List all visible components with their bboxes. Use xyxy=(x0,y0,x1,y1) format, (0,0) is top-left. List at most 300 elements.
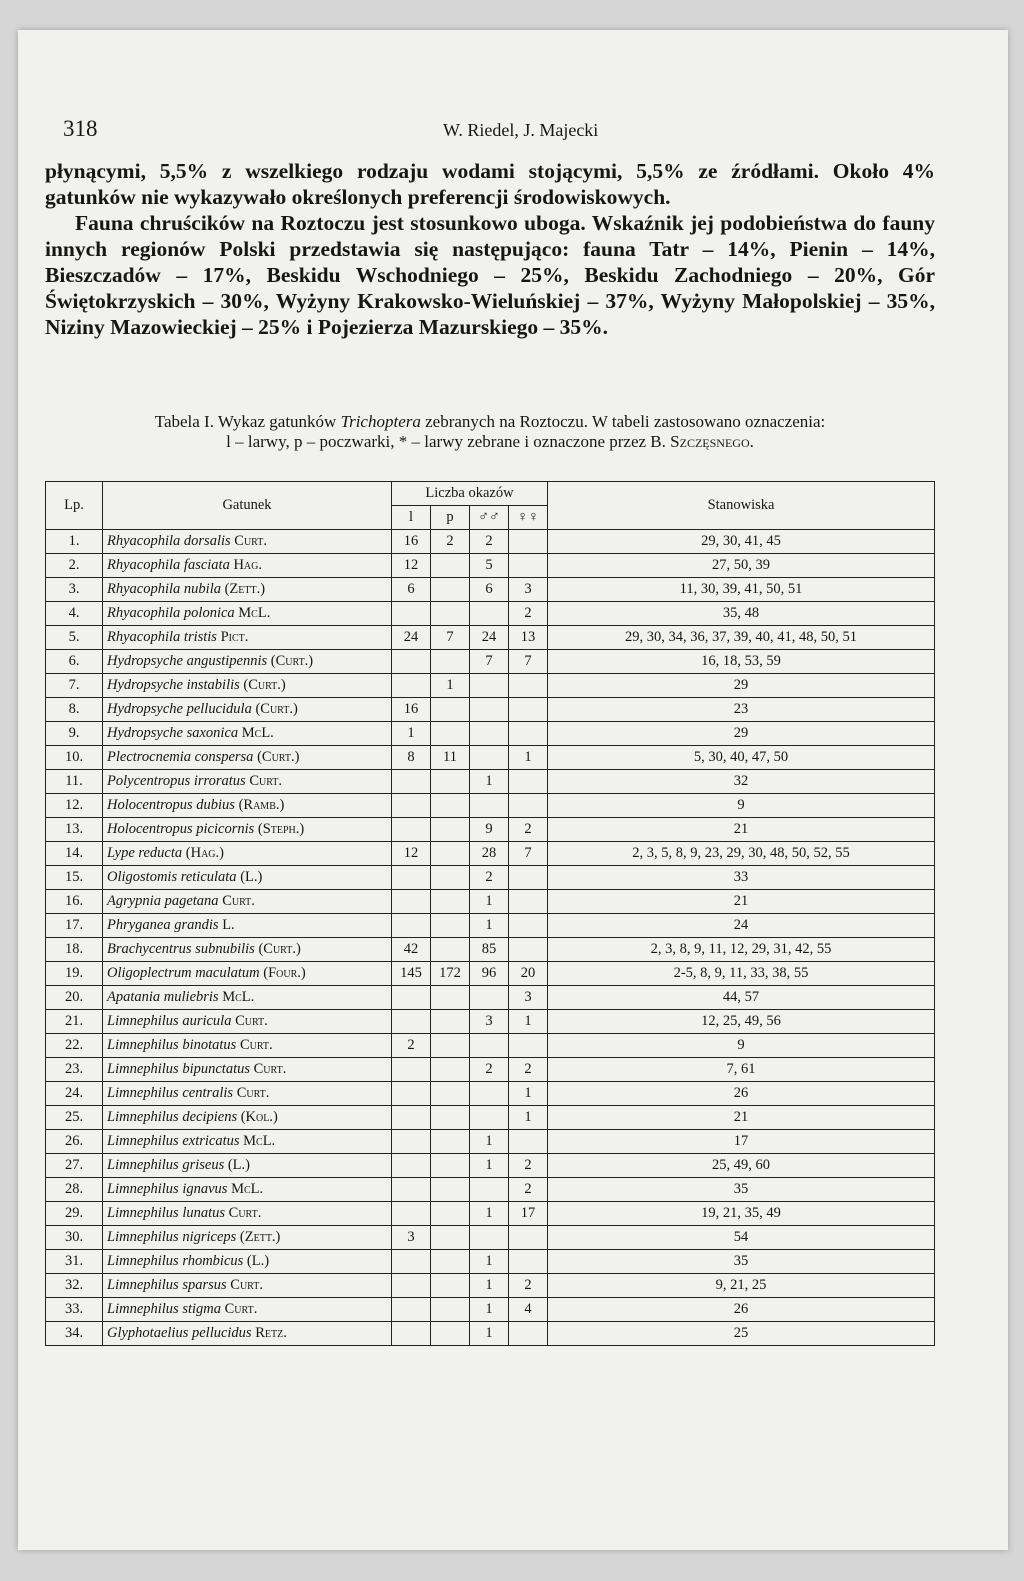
count-females: 2 xyxy=(509,818,548,842)
count-males xyxy=(470,1034,509,1058)
header-larvae: l xyxy=(392,506,431,530)
count-males: 2 xyxy=(470,530,509,554)
count-pupae xyxy=(431,1274,470,1298)
count-males: 1 xyxy=(470,1274,509,1298)
count-pupae xyxy=(431,1082,470,1106)
sites-cell: 44, 57 xyxy=(548,986,935,1010)
count-females: 1 xyxy=(509,746,548,770)
species-name: Rhyacophila dorsalis xyxy=(107,533,231,549)
table-header xyxy=(46,482,935,530)
sites-cell: 29 xyxy=(548,722,935,746)
header-males: ♂♂ xyxy=(470,506,509,530)
count-pupae xyxy=(431,578,470,602)
count-females xyxy=(509,914,548,938)
row-number: 3. xyxy=(46,578,103,602)
count-females: 17 xyxy=(509,1202,548,1226)
sites-cell: 24 xyxy=(548,914,935,938)
table-row xyxy=(46,866,935,890)
count-larvae: 16 xyxy=(392,698,431,722)
species-cell xyxy=(103,1154,392,1178)
row-number: 34. xyxy=(46,1322,103,1346)
count-females xyxy=(509,530,548,554)
header-lp: Lp. xyxy=(46,482,103,530)
table-row xyxy=(46,1010,935,1034)
count-females: 7 xyxy=(509,842,548,866)
species-cell xyxy=(103,914,392,938)
count-larvae: 1 xyxy=(392,722,431,746)
count-larvae xyxy=(392,1178,431,1202)
table-row xyxy=(46,674,935,698)
count-larvae xyxy=(392,890,431,914)
species-author: (Curt.) xyxy=(270,653,314,669)
row-number: 6. xyxy=(46,650,103,674)
table-row xyxy=(46,1106,935,1130)
row-number: 15. xyxy=(46,866,103,890)
count-females: 2 xyxy=(509,602,548,626)
species-cell xyxy=(103,890,392,914)
species-author: (L.) xyxy=(227,1157,250,1173)
species-author: Retz. xyxy=(255,1325,287,1341)
count-larvae xyxy=(392,1130,431,1154)
count-males: 5 xyxy=(470,554,509,578)
caption-text: Tabela I. Wykaz gatunków xyxy=(154,412,341,431)
row-number: 31. xyxy=(46,1250,103,1274)
table-row xyxy=(46,1082,935,1106)
row-number: 17. xyxy=(46,914,103,938)
count-females xyxy=(509,938,548,962)
species-cell xyxy=(103,674,392,698)
species-cell xyxy=(103,1034,392,1058)
count-males: 2 xyxy=(470,1058,509,1082)
sites-cell: 26 xyxy=(548,1298,935,1322)
species-name: Rhyacophila polonica xyxy=(107,605,235,621)
species-author: Curt. xyxy=(224,1301,258,1317)
count-males xyxy=(470,986,509,1010)
table-row xyxy=(46,1298,935,1322)
species-author: McL. xyxy=(241,725,274,741)
count-larvae xyxy=(392,650,431,674)
row-number: 1. xyxy=(46,530,103,554)
table-row xyxy=(46,962,935,986)
sites-cell: 7, 61 xyxy=(548,1058,935,1082)
species-author: (Four.) xyxy=(263,965,306,981)
count-females: 2 xyxy=(509,1178,548,1202)
count-males: 2 xyxy=(470,866,509,890)
count-females: 2 xyxy=(509,1058,548,1082)
species-name: Limnephilus stigma xyxy=(107,1301,221,1317)
row-number: 33. xyxy=(46,1298,103,1322)
species-cell xyxy=(103,1082,392,1106)
caption-author: Szczęsnego xyxy=(670,432,750,451)
species-name: Rhyacophila fasciata xyxy=(107,557,230,573)
species-author: Curt. xyxy=(234,533,267,549)
row-number: 8. xyxy=(46,698,103,722)
row-number: 26. xyxy=(46,1130,103,1154)
row-number: 5. xyxy=(46,626,103,650)
species-cell xyxy=(103,650,392,674)
count-pupae xyxy=(431,770,470,794)
species-author: (Curt.) xyxy=(257,749,300,765)
table-row xyxy=(46,650,935,674)
table-row xyxy=(46,1058,935,1082)
count-larvae: 42 xyxy=(392,938,431,962)
count-pupae xyxy=(431,890,470,914)
sites-cell: 29, 30, 41, 45 xyxy=(548,530,935,554)
body-paragraph: płynącymi, 5,5% z wszelkiego rodzaju wodami stojącymi, 5,5% ze źródłami. Około 4% gatunków nie wykazywało określonych preferencji środowiskowych. xyxy=(45,159,935,209)
count-females xyxy=(509,722,548,746)
sites-cell: 9 xyxy=(548,794,935,818)
count-larvae: 3 xyxy=(392,1226,431,1250)
row-number: 21. xyxy=(46,1010,103,1034)
count-pupae: 172 xyxy=(431,962,470,986)
species-name: Limnephilus bipunctatus xyxy=(107,1061,250,1077)
table-row xyxy=(46,1130,935,1154)
table-row xyxy=(46,1250,935,1274)
count-males: 9 xyxy=(470,818,509,842)
sites-cell: 32 xyxy=(548,770,935,794)
row-number: 7. xyxy=(46,674,103,698)
count-males xyxy=(470,1082,509,1106)
species-author: McL. xyxy=(231,1181,264,1197)
species-name: Hydropsyche angustipennis xyxy=(107,653,268,669)
count-larvae xyxy=(392,818,431,842)
body-text xyxy=(45,158,935,340)
species-cell xyxy=(103,794,392,818)
species-name: Plectrocnemia conspersa xyxy=(107,749,254,765)
sites-cell: 54 xyxy=(548,1226,935,1250)
count-pupae xyxy=(431,794,470,818)
count-males: 1 xyxy=(470,770,509,794)
species-author: (Curt.) xyxy=(243,677,286,693)
species-cell xyxy=(103,1010,392,1034)
species-name: Hydropsyche instabilis xyxy=(107,677,240,693)
sites-cell: 29 xyxy=(548,674,935,698)
species-cell xyxy=(103,1274,392,1298)
count-pupae xyxy=(431,1202,470,1226)
count-larvae xyxy=(392,1202,431,1226)
species-author: (L.) xyxy=(246,1253,270,1269)
count-pupae xyxy=(431,818,470,842)
row-number: 10. xyxy=(46,746,103,770)
species-cell xyxy=(103,1298,392,1322)
count-larvae xyxy=(392,794,431,818)
species-author: (Kol.) xyxy=(240,1109,278,1125)
count-females xyxy=(509,1130,548,1154)
count-pupae xyxy=(431,1154,470,1178)
row-number: 11. xyxy=(46,770,103,794)
count-larvae xyxy=(392,1010,431,1034)
species-author: (Hag.) xyxy=(185,845,224,861)
count-males: 6 xyxy=(470,578,509,602)
table-row xyxy=(46,770,935,794)
count-pupae xyxy=(431,1250,470,1274)
species-cell xyxy=(103,602,392,626)
sites-cell: 11, 30, 39, 41, 50, 51 xyxy=(548,578,935,602)
sites-cell: 9 xyxy=(548,1034,935,1058)
table-row xyxy=(46,1202,935,1226)
row-number: 20. xyxy=(46,986,103,1010)
count-females xyxy=(509,1226,548,1250)
count-pupae xyxy=(431,1298,470,1322)
count-females: 3 xyxy=(509,578,548,602)
species-name: Glyphotaelius pellucidus xyxy=(107,1325,252,1341)
count-pupae xyxy=(431,650,470,674)
count-females xyxy=(509,794,548,818)
species-author: Curt. xyxy=(249,773,283,789)
sites-cell: 2, 3, 8, 9, 11, 12, 29, 31, 42, 55 xyxy=(548,938,935,962)
count-larvae: 6 xyxy=(392,578,431,602)
species-name: Limnephilus binotatus xyxy=(107,1037,237,1053)
species-name: Rhyacophila tristis xyxy=(107,629,217,645)
row-number: 29. xyxy=(46,1202,103,1226)
species-cell xyxy=(103,1058,392,1082)
species-author: Pict. xyxy=(220,629,249,645)
species-author: (Curt.) xyxy=(258,941,301,957)
count-males xyxy=(470,674,509,698)
table-row xyxy=(46,794,935,818)
species-cell xyxy=(103,866,392,890)
count-larvae: 145 xyxy=(392,962,431,986)
count-females: 3 xyxy=(509,986,548,1010)
sites-cell: 21 xyxy=(548,890,935,914)
count-pupae xyxy=(431,602,470,626)
species-cell xyxy=(103,1322,392,1346)
table-row xyxy=(46,746,935,770)
species-cell xyxy=(103,938,392,962)
count-larvae: 24 xyxy=(392,626,431,650)
species-author: Hag. xyxy=(233,557,262,573)
species-author: L. xyxy=(222,917,235,933)
row-number: 28. xyxy=(46,1178,103,1202)
count-females: 1 xyxy=(509,1010,548,1034)
count-males: 96 xyxy=(470,962,509,986)
species-author: McL. xyxy=(243,1133,276,1149)
species-author: Curt. xyxy=(235,1013,268,1029)
species-cell xyxy=(103,626,392,650)
sites-cell: 25, 49, 60 xyxy=(548,1154,935,1178)
count-pupae xyxy=(431,1178,470,1202)
sites-cell: 2, 3, 5, 8, 9, 23, 29, 30, 48, 50, 52, 55 xyxy=(548,842,935,866)
species-name: Limnephilus griseus xyxy=(107,1157,225,1173)
species-author: (Curt.) xyxy=(255,701,298,717)
count-larvae xyxy=(392,1154,431,1178)
row-number: 18. xyxy=(46,938,103,962)
sites-cell: 9, 21, 25 xyxy=(548,1274,935,1298)
table-row xyxy=(46,1154,935,1178)
count-males: 1 xyxy=(470,890,509,914)
table-row xyxy=(46,938,935,962)
count-larvae xyxy=(392,770,431,794)
count-larvae xyxy=(392,674,431,698)
count-females: 4 xyxy=(509,1298,548,1322)
count-pupae xyxy=(431,1034,470,1058)
count-females xyxy=(509,866,548,890)
count-larvae: 12 xyxy=(392,842,431,866)
table-row xyxy=(46,1178,935,1202)
count-pupae: 2 xyxy=(431,530,470,554)
count-pupae xyxy=(431,986,470,1010)
table-row xyxy=(46,986,935,1010)
count-pupae: 1 xyxy=(431,674,470,698)
species-name: Holocentropus dubius xyxy=(107,797,235,813)
row-number: 25. xyxy=(46,1106,103,1130)
count-females: 2 xyxy=(509,1274,548,1298)
species-name: Limnephilus nigriceps xyxy=(107,1229,237,1245)
table-row xyxy=(46,722,935,746)
table-body xyxy=(46,530,935,1346)
species-cell xyxy=(103,530,392,554)
sites-cell: 27, 50, 39 xyxy=(548,554,935,578)
sites-cell: 21 xyxy=(548,1106,935,1130)
count-pupae: 11 xyxy=(431,746,470,770)
count-males xyxy=(470,746,509,770)
species-cell xyxy=(103,1178,392,1202)
count-pupae xyxy=(431,1058,470,1082)
species-name: Limnephilus decipiens xyxy=(107,1109,238,1125)
row-number: 13. xyxy=(46,818,103,842)
species-name: Limnephilus sparsus xyxy=(107,1277,227,1293)
table-row xyxy=(46,818,935,842)
count-males: 1 xyxy=(470,914,509,938)
count-pupae xyxy=(431,842,470,866)
caption-text: l – larwy, p – poczwarki, * – larwy zebrane i oznaczone przez B. xyxy=(226,432,671,451)
row-number: 9. xyxy=(46,722,103,746)
species-name: Limnephilus lunatus xyxy=(107,1205,226,1221)
sites-cell: 35 xyxy=(548,1250,935,1274)
sites-cell: 25 xyxy=(548,1322,935,1346)
count-males: 3 xyxy=(470,1010,509,1034)
count-males xyxy=(470,1178,509,1202)
row-number: 32. xyxy=(46,1274,103,1298)
species-cell xyxy=(103,746,392,770)
header-pupae: p xyxy=(431,506,470,530)
count-males xyxy=(470,1106,509,1130)
count-females: 1 xyxy=(509,1106,548,1130)
species-author: (L.) xyxy=(240,869,263,885)
sites-cell: 5, 30, 40, 47, 50 xyxy=(548,746,935,770)
sites-cell: 26 xyxy=(548,1082,935,1106)
table-row xyxy=(46,1274,935,1298)
count-females: 1 xyxy=(509,1082,548,1106)
species-name: Brachycentrus subnubilis xyxy=(107,941,255,957)
running-head-authors: W. Riedel, J. Majecki xyxy=(443,120,599,140)
row-number: 2. xyxy=(46,554,103,578)
count-females xyxy=(509,890,548,914)
species-name: Oligostomis reticulata xyxy=(107,869,237,885)
count-males: 1 xyxy=(470,1322,509,1346)
count-pupae xyxy=(431,554,470,578)
count-pupae xyxy=(431,1226,470,1250)
species-name: Rhyacophila nubila xyxy=(107,581,221,597)
species-cell xyxy=(103,1250,392,1274)
species-author: Curt. xyxy=(230,1277,263,1293)
species-cell xyxy=(103,842,392,866)
count-pupae xyxy=(431,1010,470,1034)
header-sites: Stanowiska xyxy=(548,482,935,530)
count-pupae xyxy=(431,698,470,722)
count-males: 1 xyxy=(470,1154,509,1178)
row-number: 16. xyxy=(46,890,103,914)
species-author: Curt. xyxy=(228,1205,262,1221)
count-females xyxy=(509,770,548,794)
header-females: ♀♀ xyxy=(509,506,548,530)
row-number: 4. xyxy=(46,602,103,626)
count-pupae xyxy=(431,938,470,962)
sites-cell: 29, 30, 34, 36, 37, 39, 40, 41, 48, 50, 51 xyxy=(548,626,935,650)
sites-cell: 19, 21, 35, 49 xyxy=(548,1202,935,1226)
species-cell xyxy=(103,770,392,794)
species-name: Agrypnia pagetana xyxy=(107,893,219,909)
count-larvae xyxy=(392,866,431,890)
row-number: 27. xyxy=(46,1154,103,1178)
count-males: 85 xyxy=(470,938,509,962)
count-larvae xyxy=(392,1274,431,1298)
count-males: 1 xyxy=(470,1202,509,1226)
species-author: Curt. xyxy=(239,1037,273,1053)
species-name: Limnephilus extricatus xyxy=(107,1133,240,1149)
count-females xyxy=(509,1250,548,1274)
sites-cell: 17 xyxy=(548,1130,935,1154)
row-number: 19. xyxy=(46,962,103,986)
count-pupae xyxy=(431,722,470,746)
count-females xyxy=(509,674,548,698)
sites-cell: 12, 25, 49, 56 xyxy=(548,1010,935,1034)
species-name: Apatania muliebris xyxy=(107,989,219,1005)
species-cell xyxy=(103,722,392,746)
count-larvae xyxy=(392,1058,431,1082)
species-cell xyxy=(103,986,392,1010)
species-cell xyxy=(103,554,392,578)
species-cell xyxy=(103,1106,392,1130)
caption-text: zebranych na Roztoczu. W tabeli zastosowano oznaczenia: xyxy=(420,412,826,431)
table-row xyxy=(46,578,935,602)
count-larvae xyxy=(392,1082,431,1106)
sites-cell: 16, 18, 53, 59 xyxy=(548,650,935,674)
species-name: Limnephilus auricula xyxy=(107,1013,232,1029)
header-species: Gatunek xyxy=(103,482,392,530)
count-pupae: 7 xyxy=(431,626,470,650)
sites-cell: 33 xyxy=(548,866,935,890)
species-name: Oligoplectrum maculatum xyxy=(107,965,260,981)
species-cell xyxy=(103,962,392,986)
table-row xyxy=(46,1322,935,1346)
table-row xyxy=(46,914,935,938)
caption-text: . xyxy=(749,432,754,451)
count-larvae xyxy=(392,1298,431,1322)
species-name: Lype reducta xyxy=(107,845,183,861)
count-pupae xyxy=(431,1106,470,1130)
table-row xyxy=(46,554,935,578)
count-pupae xyxy=(431,1130,470,1154)
row-number: 23. xyxy=(46,1058,103,1082)
table-row xyxy=(46,890,935,914)
table-row xyxy=(46,626,935,650)
count-larvae xyxy=(392,1322,431,1346)
row-number: 30. xyxy=(46,1226,103,1250)
table-row xyxy=(46,698,935,722)
caption-line xyxy=(45,412,935,432)
species-author: (Steph.) xyxy=(257,821,305,837)
species-author: Curt. xyxy=(236,1085,270,1101)
table-row xyxy=(46,530,935,554)
count-larvae xyxy=(392,986,431,1010)
count-males: 1 xyxy=(470,1130,509,1154)
page-number: 318 xyxy=(63,116,98,141)
count-males: 28 xyxy=(470,842,509,866)
count-females: 2 xyxy=(509,1154,548,1178)
count-pupae xyxy=(431,866,470,890)
species-author: (Zett.) xyxy=(239,1229,281,1245)
